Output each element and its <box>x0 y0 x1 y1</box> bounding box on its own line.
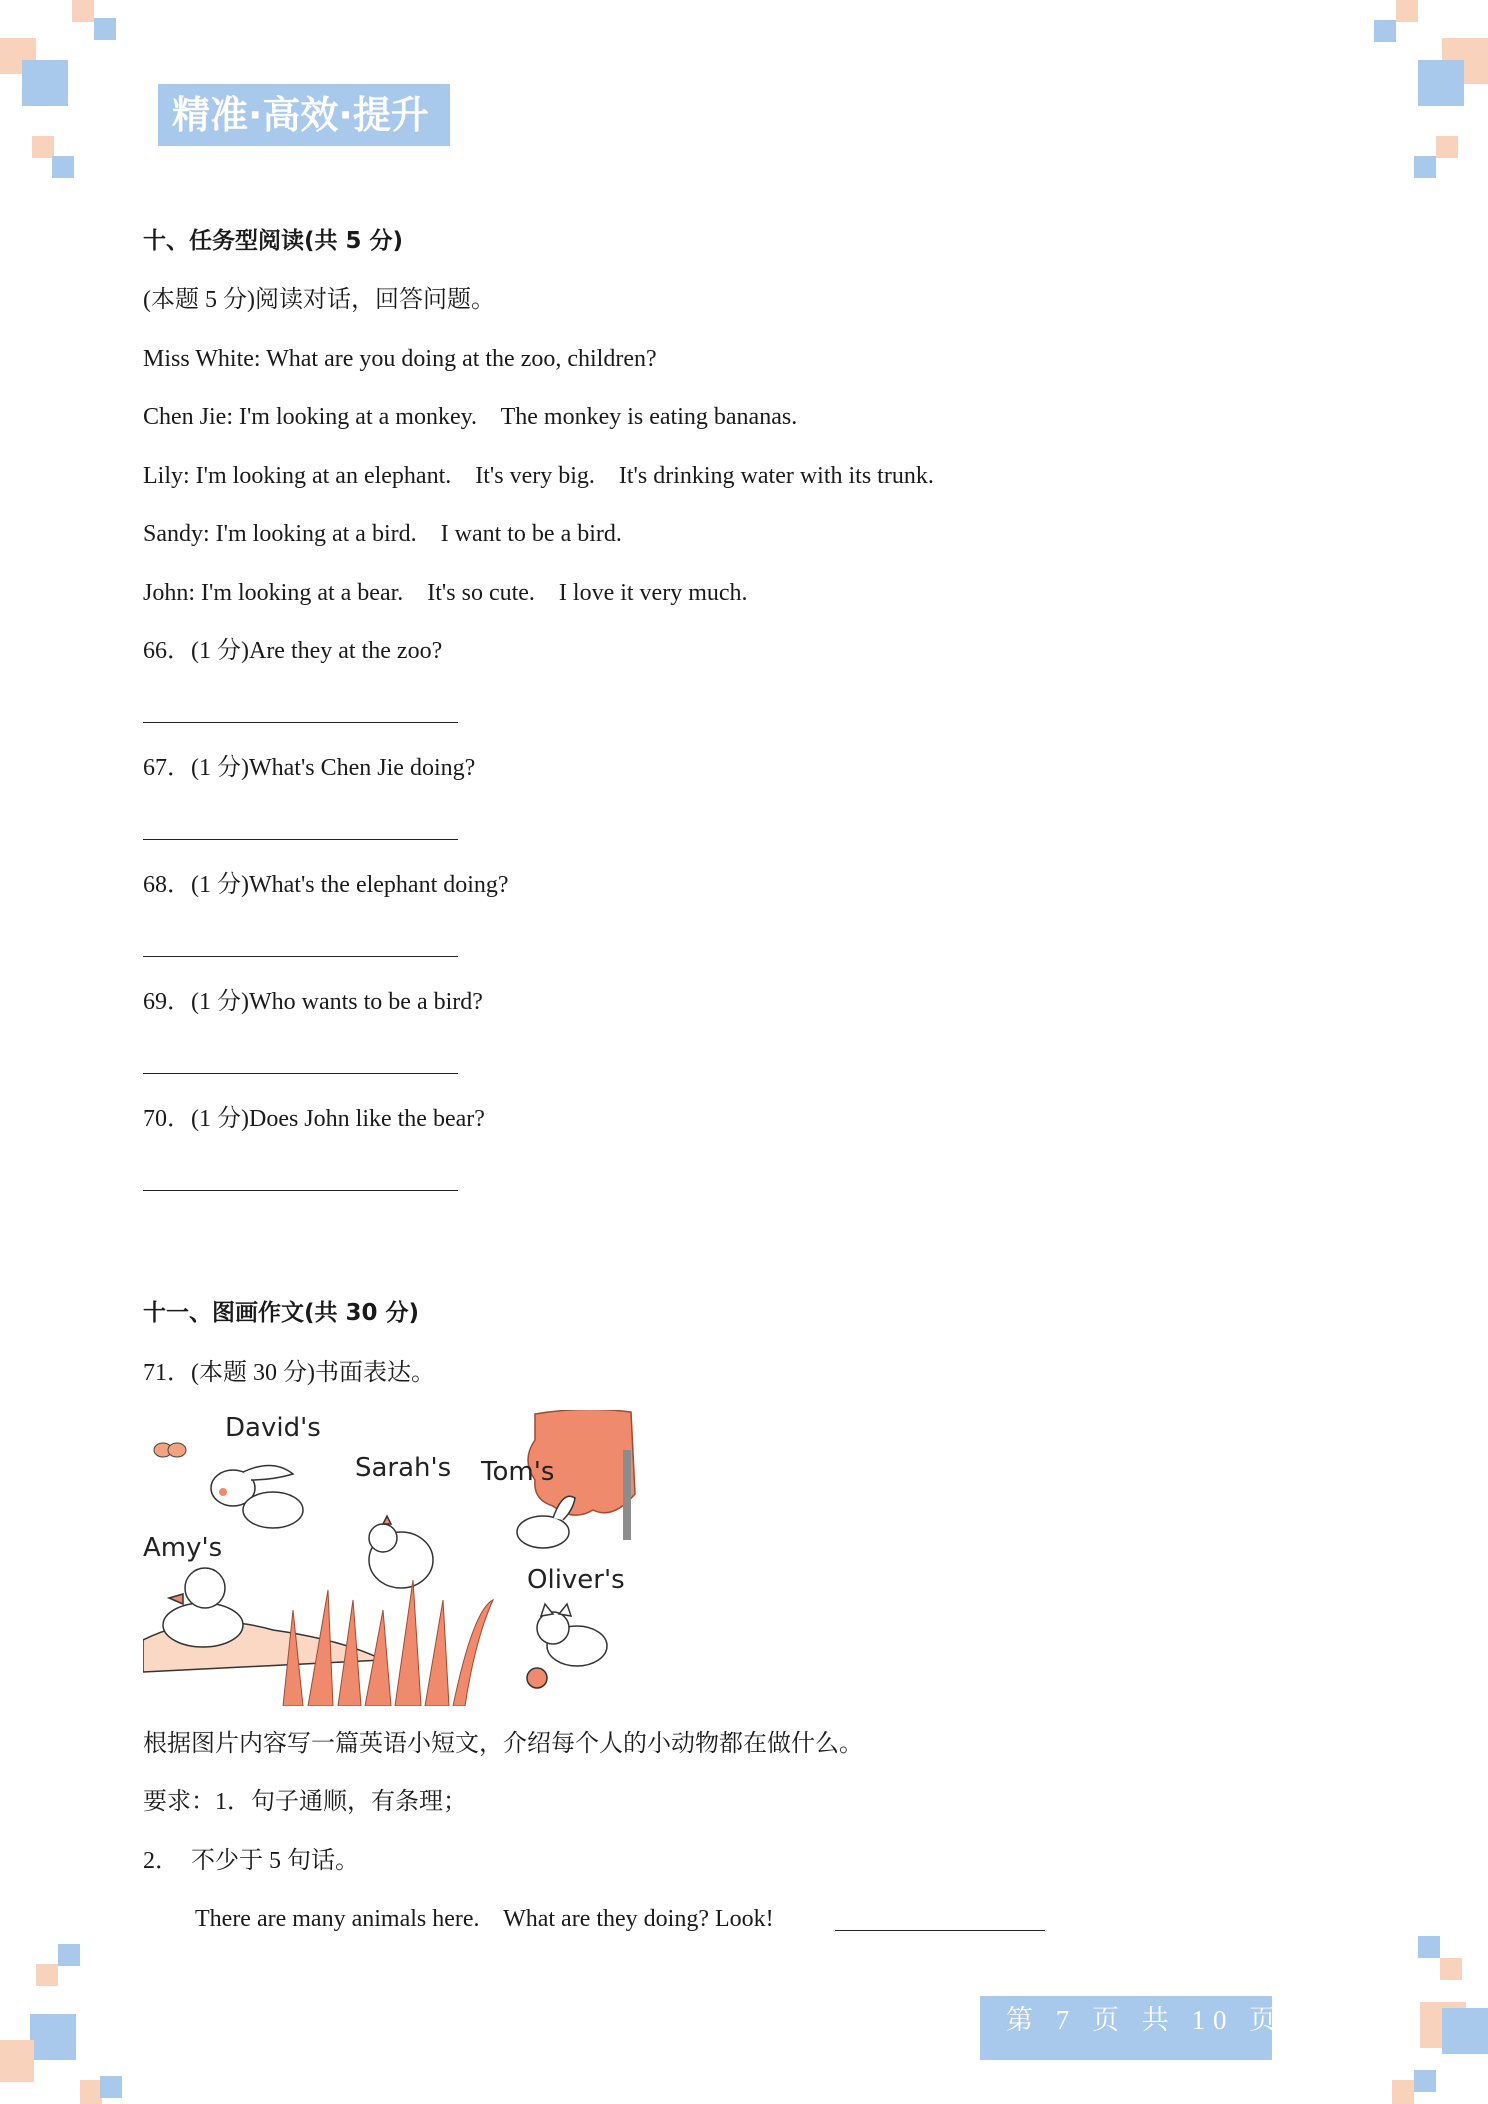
dialogue-line: Miss White: What are you doing at the zoo, children? <box>143 346 657 372</box>
question-66: 66．(1 分)Are they at the zoo? <box>143 638 443 664</box>
answer-line-68[interactable] <box>143 956 458 957</box>
cat-icon <box>527 1604 607 1688</box>
rabbit-icon <box>517 1496 575 1548</box>
dialogue-line: Sandy: I'm looking at a bird. I want to be a bird. <box>143 521 622 547</box>
picture-label-oliver: Oliver's <box>527 1565 625 1595</box>
picture-label-david: David's <box>225 1413 321 1443</box>
answer-line-66[interactable] <box>143 722 458 723</box>
writing-requirement-2: 2． 不少于 5 句话。 <box>143 1848 359 1874</box>
picture-label-tom: Tom's <box>481 1457 555 1487</box>
dialogue-line: Chen Jie: I'm looking at a monkey. The monkey is eating bananas. <box>143 404 798 430</box>
header-banner-text: 精准·高效·提升 <box>172 93 429 137</box>
writing-instruction: 根据图片内容写一篇英语小短文，介绍每个人的小动物都在做什么。 <box>143 1731 863 1757</box>
question-70: 70．(1 分)Does John like the bear? <box>143 1106 485 1132</box>
question-68: 68．(1 分)What's the elephant doing? <box>143 872 509 898</box>
picture-label-sarah: Sarah's <box>355 1453 452 1483</box>
question-67: 67．(1 分)What's Chen Jie doing? <box>143 755 476 781</box>
butterfly-icon <box>154 1443 186 1457</box>
dialogue-line: John: I'm looking at a bear. It's so cute. I love it very much. <box>143 580 748 606</box>
question-71: 71．(本题 30 分)书面表达。 <box>143 1360 435 1386</box>
writing-answer-line[interactable] <box>835 1930 1045 1931</box>
animals-illustration <box>143 1410 637 1706</box>
writing-starter: There are many animals here. What are they doing? Look! <box>195 1906 774 1932</box>
question-69: 69．(1 分)Who wants to be a bird? <box>143 989 483 1015</box>
page-number: 第 7 页 共 10 页 <box>1006 2005 1285 2035</box>
answer-line-67[interactable] <box>143 839 458 840</box>
dialogue-line: Lily: I'm looking at an elephant. It's very big. It's drinking water with its trunk. <box>143 463 934 489</box>
rabbit-icon <box>211 1465 303 1528</box>
answer-line-69[interactable] <box>143 1073 458 1074</box>
section10-title: 十、任务型阅读(共 5 分) <box>143 228 404 254</box>
section11-title: 十一、图画作文(共 30 分) <box>143 1300 420 1326</box>
section10-intro: (本题 5 分)阅读对话，回答问题。 <box>143 287 495 313</box>
answer-line-70[interactable] <box>143 1190 458 1191</box>
writing-requirement-1: 要求：1．句子通顺，有条理； <box>143 1789 467 1815</box>
picture-label-amy: Amy's <box>143 1533 223 1563</box>
chick-icon <box>369 1516 433 1588</box>
